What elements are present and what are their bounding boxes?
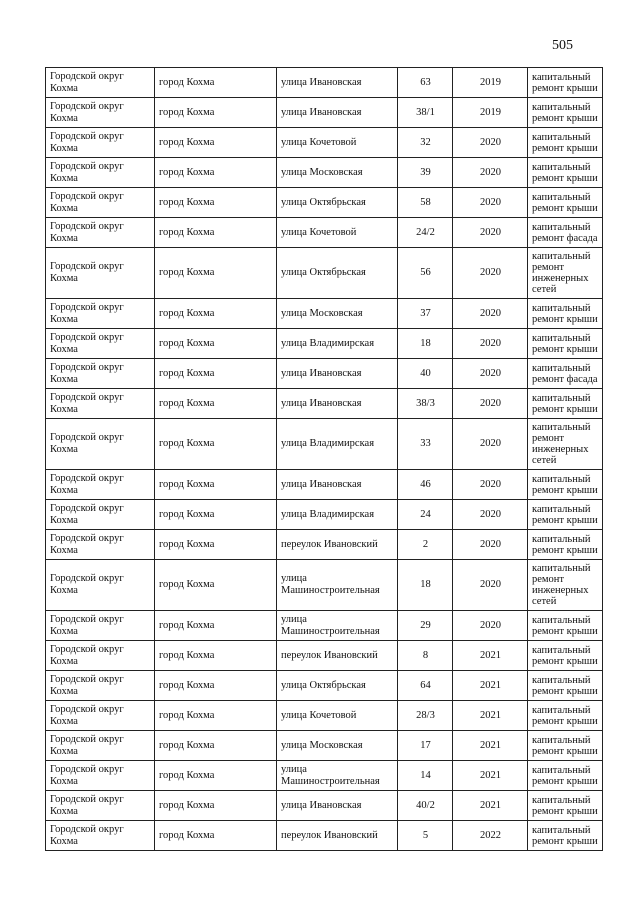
table-row [46,68,603,98]
year-cell: 2020 [453,248,528,299]
district-cell: Городской округ Кохма [46,701,155,731]
year-cell: 2020 [453,188,528,218]
street-cell: улица Ивановская [277,470,398,500]
house-number-cell: 32 [398,128,453,158]
year-cell: 2020 [453,470,528,500]
year-cell: 2021 [453,641,528,671]
table-row [46,389,603,419]
work-type-cell: капитальный ремонт крыши [528,641,603,671]
work-type-cell: капитальный ремонт крыши [528,299,603,329]
street-cell: улица Кочетовой [277,218,398,248]
table-row [46,98,603,128]
street-cell: улица Машиностроительная [277,761,398,791]
house-number-cell: 14 [398,761,453,791]
year-cell: 2021 [453,671,528,701]
city-cell: город Кохма [155,299,277,329]
district-cell: Городской округ Кохма [46,329,155,359]
year-cell: 2020 [453,329,528,359]
work-type-cell: капитальный ремонт крыши [528,470,603,500]
work-type-cell: капитальный ремонт крыши [528,731,603,761]
city-cell: город Кохма [155,68,277,98]
table-row [46,218,603,248]
work-type-cell: капитальный ремонт фасада [528,359,603,389]
street-cell: улица Октябрьская [277,248,398,299]
work-type-cell: капитальный ремонт крыши [528,611,603,641]
city-cell: город Кохма [155,611,277,641]
city-cell: город Кохма [155,821,277,851]
city-cell: город Кохма [155,641,277,671]
year-cell: 2020 [453,299,528,329]
year-cell: 2020 [453,158,528,188]
house-number-cell: 37 [398,299,453,329]
work-type-cell: капитальный ремонт крыши [528,761,603,791]
year-cell: 2019 [453,98,528,128]
house-number-cell: 8 [398,641,453,671]
street-cell: переулок Ивановский [277,821,398,851]
district-cell: Городской округ Кохма [46,761,155,791]
city-cell: город Кохма [155,731,277,761]
table-body [46,68,603,851]
house-number-cell: 39 [398,158,453,188]
district-cell: Городской округ Кохма [46,68,155,98]
table-row [46,248,603,299]
district-cell: Городской округ Кохма [46,731,155,761]
house-number-cell: 29 [398,611,453,641]
district-cell: Городской округ Кохма [46,500,155,530]
work-type-cell: капитальный ремонт крыши [528,128,603,158]
house-number-cell: 40/2 [398,791,453,821]
street-cell: улица Владимирская [277,329,398,359]
house-number-cell: 2 [398,530,453,560]
street-cell: улица Московская [277,158,398,188]
table-row [46,500,603,530]
street-cell: улица Московская [277,299,398,329]
year-cell: 2020 [453,500,528,530]
work-type-cell: капитальный ремонт крыши [528,329,603,359]
table-row [46,470,603,500]
table-row [46,821,603,851]
street-cell: улица Кочетовой [277,128,398,158]
city-cell: город Кохма [155,248,277,299]
street-cell: переулок Ивановский [277,641,398,671]
house-number-cell: 33 [398,419,453,470]
street-cell: улица Ивановская [277,98,398,128]
city-cell: город Кохма [155,560,277,611]
table-row [46,761,603,791]
street-cell: улица Московская [277,731,398,761]
city-cell: город Кохма [155,530,277,560]
street-cell: улица Ивановская [277,359,398,389]
city-cell: город Кохма [155,359,277,389]
work-type-cell: капитальный ремонт крыши [528,791,603,821]
work-type-cell: капитальный ремонт крыши [528,500,603,530]
city-cell: город Кохма [155,188,277,218]
street-cell: улица Ивановская [277,68,398,98]
district-cell: Городской округ Кохма [46,128,155,158]
city-cell: город Кохма [155,389,277,419]
district-cell: Городской округ Кохма [46,641,155,671]
work-type-cell: капитальный ремонт инженерных сетей [528,560,603,611]
city-cell: город Кохма [155,158,277,188]
district-cell: Городской округ Кохма [46,560,155,611]
table-row [46,560,603,611]
city-cell: город Кохма [155,791,277,821]
year-cell: 2020 [453,530,528,560]
district-cell: Городской округ Кохма [46,158,155,188]
city-cell: город Кохма [155,671,277,701]
house-number-cell: 63 [398,68,453,98]
district-cell: Городской округ Кохма [46,470,155,500]
table-row [46,188,603,218]
year-cell: 2021 [453,701,528,731]
table-row [46,299,603,329]
table-row [46,701,603,731]
table-row [46,419,603,470]
house-number-cell: 28/3 [398,701,453,731]
house-number-cell: 40 [398,359,453,389]
work-type-cell: капитальный ремонт крыши [528,530,603,560]
district-cell: Городской округ Кохма [46,671,155,701]
house-number-cell: 64 [398,671,453,701]
street-cell: улица Октябрьская [277,671,398,701]
street-cell: улица Октябрьская [277,188,398,218]
city-cell: город Кохма [155,500,277,530]
year-cell: 2020 [453,389,528,419]
work-type-cell: капитальный ремонт крыши [528,671,603,701]
work-type-cell: капитальный ремонт крыши [528,821,603,851]
street-cell: улица Владимирская [277,419,398,470]
table-row [46,359,603,389]
district-cell: Городской округ Кохма [46,299,155,329]
house-number-cell: 38/1 [398,98,453,128]
year-cell: 2021 [453,761,528,791]
work-type-cell: капитальный ремонт крыши [528,389,603,419]
house-number-cell: 17 [398,731,453,761]
year-cell: 2020 [453,359,528,389]
district-cell: Городской округ Кохма [46,98,155,128]
city-cell: город Кохма [155,128,277,158]
year-cell: 2022 [453,821,528,851]
work-type-cell: капитальный ремонт крыши [528,158,603,188]
table-row [46,611,603,641]
year-cell: 2020 [453,218,528,248]
year-cell: 2020 [453,128,528,158]
district-cell: Городской округ Кохма [46,530,155,560]
house-number-cell: 18 [398,329,453,359]
house-number-cell: 24 [398,500,453,530]
district-cell: Городской округ Кохма [46,389,155,419]
table-row [46,641,603,671]
house-number-cell: 18 [398,560,453,611]
city-cell: город Кохма [155,761,277,791]
house-number-cell: 58 [398,188,453,218]
city-cell: город Кохма [155,98,277,128]
house-number-cell: 38/3 [398,389,453,419]
work-type-cell: капитальный ремонт крыши [528,701,603,731]
street-cell: улица Машиностроительная [277,611,398,641]
street-cell: улица Машиностроительная [277,560,398,611]
street-cell: улица Владимирская [277,500,398,530]
street-cell: улица Кочетовой [277,701,398,731]
table-row [46,158,603,188]
district-cell: Городской округ Кохма [46,188,155,218]
street-cell: улица Ивановская [277,791,398,821]
table-row [46,731,603,761]
district-cell: Городской округ Кохма [46,218,155,248]
work-type-cell: капитальный ремонт крыши [528,188,603,218]
table-row [46,791,603,821]
year-cell: 2020 [453,560,528,611]
city-cell: город Кохма [155,419,277,470]
street-cell: улица Ивановская [277,389,398,419]
district-cell: Городской округ Кохма [46,248,155,299]
table-row [46,329,603,359]
table-row [46,128,603,158]
year-cell: 2021 [453,791,528,821]
year-cell: 2019 [453,68,528,98]
district-cell: Городской округ Кохма [46,419,155,470]
district-cell: Городской округ Кохма [46,821,155,851]
year-cell: 2020 [453,419,528,470]
work-type-cell: капитальный ремонт инженерных сетей [528,419,603,470]
house-number-cell: 46 [398,470,453,500]
house-number-cell: 56 [398,248,453,299]
year-cell: 2020 [453,611,528,641]
city-cell: город Кохма [155,329,277,359]
year-cell: 2021 [453,731,528,761]
repair-schedule-table [45,67,603,851]
city-cell: город Кохма [155,701,277,731]
district-cell: Городской округ Кохма [46,791,155,821]
table-row [46,671,603,701]
district-cell: Городской округ Кохма [46,611,155,641]
house-number-cell: 5 [398,821,453,851]
work-type-cell: капитальный ремонт фасада [528,218,603,248]
work-type-cell: капитальный ремонт крыши [528,68,603,98]
city-cell: город Кохма [155,218,277,248]
work-type-cell: капитальный ремонт крыши [528,98,603,128]
street-cell: переулок Ивановский [277,530,398,560]
district-cell: Городской округ Кохма [46,359,155,389]
house-number-cell: 24/2 [398,218,453,248]
work-type-cell: капитальный ремонт инженерных сетей [528,248,603,299]
page-number: 505 [552,38,573,53]
table-row [46,530,603,560]
city-cell: город Кохма [155,470,277,500]
